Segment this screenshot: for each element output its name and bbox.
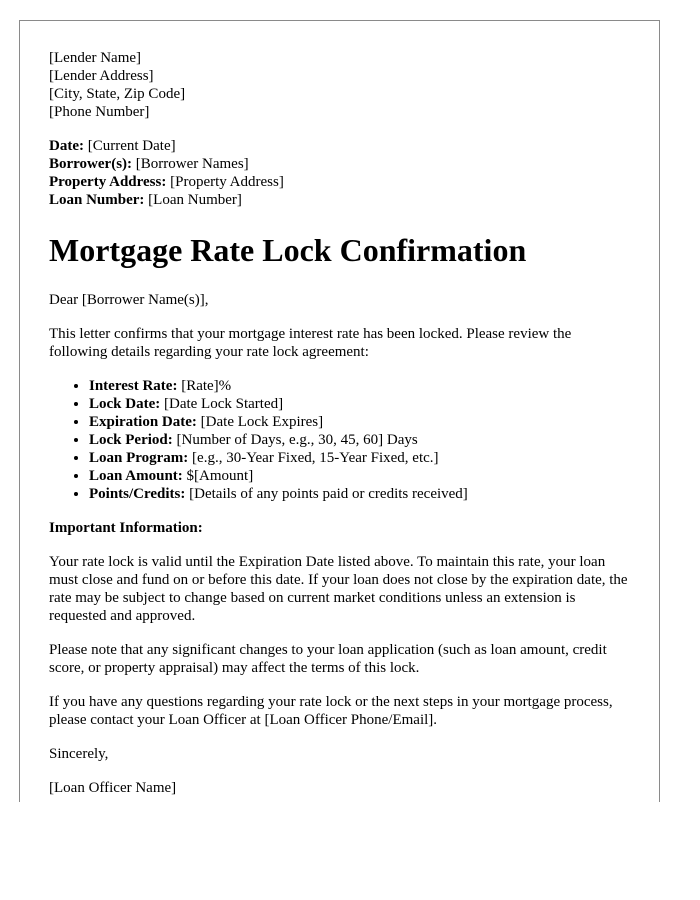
list-item (89, 449, 629, 467)
date-line (49, 137, 629, 155)
property-address-label: Property Address: (49, 174, 167, 190)
borrowers-label: Borrower(s): (49, 156, 133, 172)
detail-value: [Date Lock Expires] (200, 414, 324, 430)
detail-label: Loan Program: (89, 450, 189, 466)
list-item (89, 431, 629, 449)
detail-label: Points/Credits: (89, 486, 186, 502)
date-value: [Current Date] (87, 138, 176, 154)
detail-label: Lock Date: (89, 396, 161, 412)
sender-block (49, 49, 629, 121)
signature-name: [Loan Officer Name] (49, 780, 177, 796)
list-item (89, 467, 629, 485)
detail-label: Loan Amount: (89, 468, 183, 484)
salutation: Dear [Borrower Name(s)], (49, 292, 209, 308)
list-item (89, 377, 629, 395)
closing: Sincerely, (49, 746, 109, 762)
loan-info-block (49, 155, 629, 209)
list-item (89, 395, 629, 413)
detail-value: [Details of any points paid or credits received] (189, 486, 468, 502)
detail-label: Interest Rate: (89, 378, 178, 394)
list-item (89, 485, 629, 503)
detail-value: [Number of Days, e.g., 30, 45, 60] Days (176, 432, 418, 448)
letter-content (49, 49, 629, 797)
detail-label: Expiration Date: (89, 414, 197, 430)
property-address-value: [Property Address] (170, 174, 284, 190)
loan-number-line (49, 191, 629, 209)
loan-number-value: [Loan Number] (148, 192, 242, 208)
page-title: Mortgage Rate Lock Confirmation (49, 232, 527, 268)
lender-city-state-zip: [City, State, Zip Code] (49, 86, 186, 102)
date-label: Date: (49, 138, 84, 154)
lender-phone: [Phone Number] (49, 104, 150, 120)
property-address-line (49, 173, 629, 191)
borrowers-line (49, 155, 629, 173)
lender-address: [Lender Address] (49, 68, 154, 84)
intro-paragraph: This letter confirms that your mortgage interest rate has been locked. Please review the following details regarding your rate lock agreement: (49, 326, 572, 360)
detail-label: Lock Period: (89, 432, 173, 448)
rate-lock-details-list (49, 377, 629, 503)
detail-value: [e.g., 30-Year Fixed, 15-Year Fixed, etc.] (192, 450, 439, 466)
loan-number-label: Loan Number: (49, 192, 145, 208)
lender-name: [Lender Name] (49, 50, 142, 66)
changes-paragraph: Please note that any significant changes to your loan application (such as loan amount, credit score, or property appraisal) may affect the terms of this lock. (49, 642, 607, 676)
detail-value: [Date Lock Started] (164, 396, 284, 412)
letter-frame (19, 20, 660, 802)
important-info-heading: Important Information: (49, 520, 203, 536)
list-item (89, 413, 629, 431)
contact-paragraph: If you have any questions regarding your rate lock or the next steps in your mortgage process, please contact your Loan Officer at [Loan Officer Phone/Email]. (49, 694, 613, 728)
detail-value: $[Amount] (186, 468, 254, 484)
borrowers-value: [Borrower Names] (135, 156, 249, 172)
validity-paragraph: Your rate lock is valid until the Expiration Date listed above. To maintain this rate, your loan must close and fund on or before this date. If your loan does not close by the expiration date, the rate may be subject to change based on current market conditions unless an extension is requested and approved. (49, 554, 628, 624)
detail-value: [Rate]% (181, 378, 232, 394)
